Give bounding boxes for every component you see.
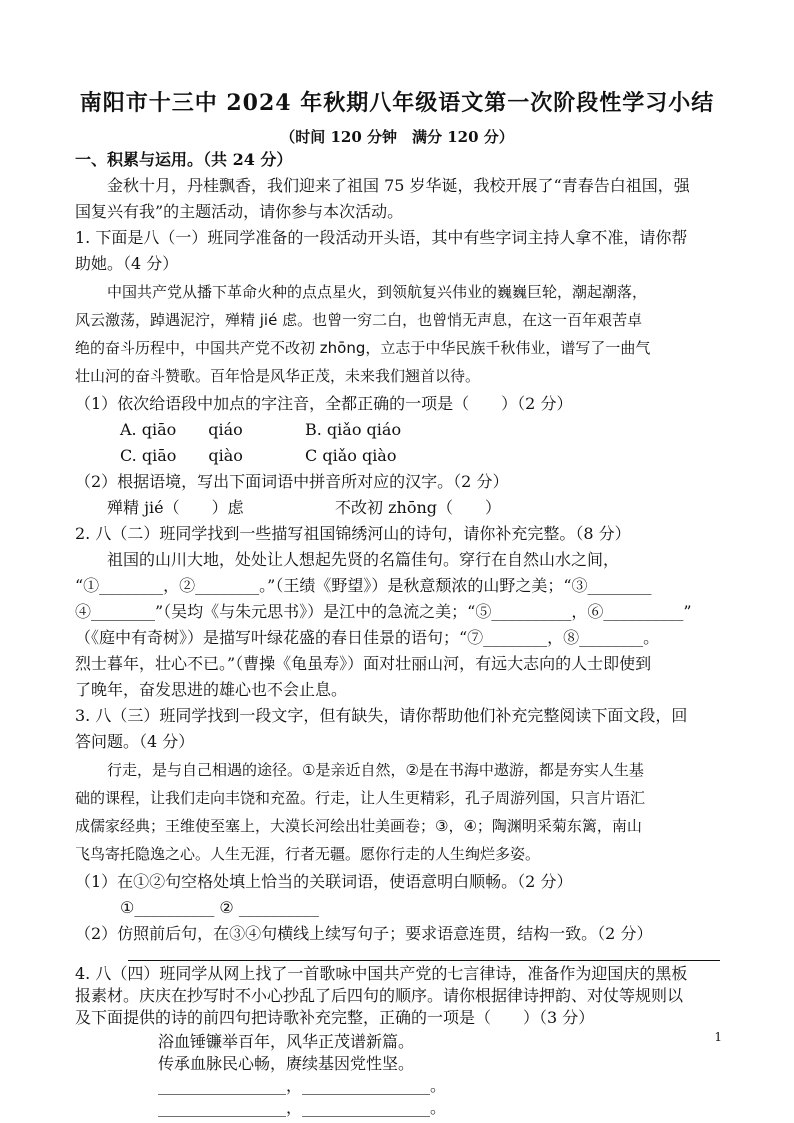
intro-line-1: 金秋十月，丹桂飘香，我们迎来了祖国 75 岁华诞，我校开展了“青春告白祖国，强 bbox=[107, 176, 690, 195]
q3-passage-3: 成儒家经典；王维使至塞上，大漠长河绘出壮美画卷；③，④；陶渊明采菊东篱，南山 bbox=[75, 817, 642, 835]
q1-passage-2: 风云激荡，踔遇泥泞，殚精 jié 虑。也曾一穷二白，也曾悄无声息，在这一百年艰苦卓 bbox=[75, 311, 643, 329]
q3-sub1: （1）在①②句空格处填上恰当的关联词语，使语意明白顺畅。（2 分） bbox=[75, 872, 573, 891]
q1-word-1: 殚精 jié（ ）虑 bbox=[107, 498, 244, 517]
q3-answer-line[interactable] bbox=[128, 960, 720, 961]
option-a: A. qiāo qiáo bbox=[120, 420, 243, 439]
page-title: 南阳市十三中 2024 年秋期八年级语文第一次阶段性学习小结 bbox=[79, 90, 715, 116]
q1-passage-4: 壮山河的奋斗赞歌。百年恰是风华正茂，未来我们翘首以待。 bbox=[75, 367, 481, 385]
q4-stem-3: 及下面提供的诗的前四句把诗歌补充完整，正确的一项是（ ）（3 分） bbox=[75, 1008, 595, 1027]
option-d: C qiǎo qiào bbox=[305, 446, 397, 465]
q2-line-6: 了晚年，奋发思进的雄心也不会止息。 bbox=[75, 680, 348, 699]
q4-stem-2: 报素材。庆庆在抄写时不小心抄乱了后四句的顺序。请你根据律诗押韵、对仗等规则以 bbox=[75, 986, 684, 1005]
q3-sub2: （2）仿照前后句，在③④句横线上续写句子；要求语意连贯，结构一致。（2 分） bbox=[75, 924, 653, 943]
page-number: 1 bbox=[714, 1030, 722, 1044]
q3-passage-2: 础的课程，让我们走向丰饶和充盈。行走，让人生更精彩，孔子周游列国，只言片语汇 bbox=[75, 789, 646, 807]
option-b: B. qiǎo qiáo bbox=[305, 420, 402, 439]
q2-stem: 2. 八（二）班同学找到一些描写祖国锦绣河山的诗句，请你补充完整。（8 分） bbox=[75, 524, 631, 543]
q4-blank-row-1[interactable]: ________________，________________。 bbox=[158, 1076, 447, 1095]
q1-stem-1: 1. 下面是八（一）班同学准备的一段活动开头语，其中有些字词主持人拿不准，请你帮 bbox=[75, 228, 688, 247]
q4-poem-2: 传承血脉民心畅，赓续基因党性坚。 bbox=[158, 1054, 415, 1073]
q1-passage-3: 绝的奋斗历程中，中国共产党不改初 zhōng，立志于中华民族千秋伟业，谱写了一曲气 bbox=[75, 339, 651, 357]
q4-poem-1: 浴血锤镰举百年，风华正茂谱新篇。 bbox=[158, 1032, 415, 1051]
q3-passage-4: 飞鸟寄托隐逸之心。人生无涯，行者无疆。愿你行走的人生绚烂多姿。 bbox=[75, 845, 541, 863]
q2-line-2: “①________，②________。”（王绩《野望》）是秋意颓浓的山野之美；“③________ bbox=[75, 576, 652, 595]
q1-word-2: 不改初 zhōng（ ） bbox=[335, 498, 502, 517]
q3-stem-2: 答问题。（4 分） bbox=[75, 732, 195, 751]
q3-passage-1: 行走，是与自己相遇的途径。①是亲近自然，②是在书海中遨游，都是夯实人生基 bbox=[107, 761, 644, 779]
q3-blank-row[interactable]: ①__________ ② __________ bbox=[120, 898, 319, 917]
q1-sub2: （2）根据语境，写出下面词语中拼音所对应的汉字。（2 分） bbox=[75, 472, 509, 491]
q4-stem-1: 4. 八（四）班同学从网上找了一首歌咏中国共产党的七言律诗，准备作为迎国庆的黑板 bbox=[75, 964, 688, 983]
q1-sub1: （1）依次给语段中加点的字注音，全都正确的一项是（ ）（2 分） bbox=[75, 394, 573, 413]
q2-line-4: （《庭中有奇树》）是描写叶绿花盛的春日佳景的语句；“⑦________，⑧________。 bbox=[75, 628, 660, 647]
q3-stem-1: 3. 八（三）班同学找到一段文字，但有缺失，请你帮助他们补充完整阅读下面文段，回 bbox=[75, 706, 688, 725]
q1-passage-1: 中国共产党从播下革命火种的点点星火，到领航复兴伟业的巍巍巨轮，潮起潮落， bbox=[107, 283, 648, 301]
q1-stem-2: 助她。（4 分） bbox=[75, 254, 179, 273]
intro-line-2: 国复兴有我”的主题活动，请你参与本次活动。 bbox=[75, 202, 404, 221]
option-c: C. qiāo qiào bbox=[120, 446, 243, 465]
q2-line-1: 祖国的山川大地，处处让人想起先贤的名篇佳句。穿行在自然山水之间， bbox=[107, 550, 620, 569]
page-subtitle: （时间 120 分钟 满分 120 分） bbox=[280, 128, 514, 146]
q4-blank-row-2[interactable]: ________________，________________。 bbox=[158, 1098, 447, 1117]
q2-line-5: 烈士暮年，壮心不已。”（曹操《龟虽寿》）面对壮丽山河，有远大志向的人士即使到 bbox=[75, 654, 652, 673]
q2-line-3: ④________”（吴均《与朱元思书》）是江中的急流之美；“⑤__________，⑥__________” bbox=[75, 602, 692, 621]
section-heading: 一、积累与运用。（共 24 分） bbox=[75, 150, 293, 169]
